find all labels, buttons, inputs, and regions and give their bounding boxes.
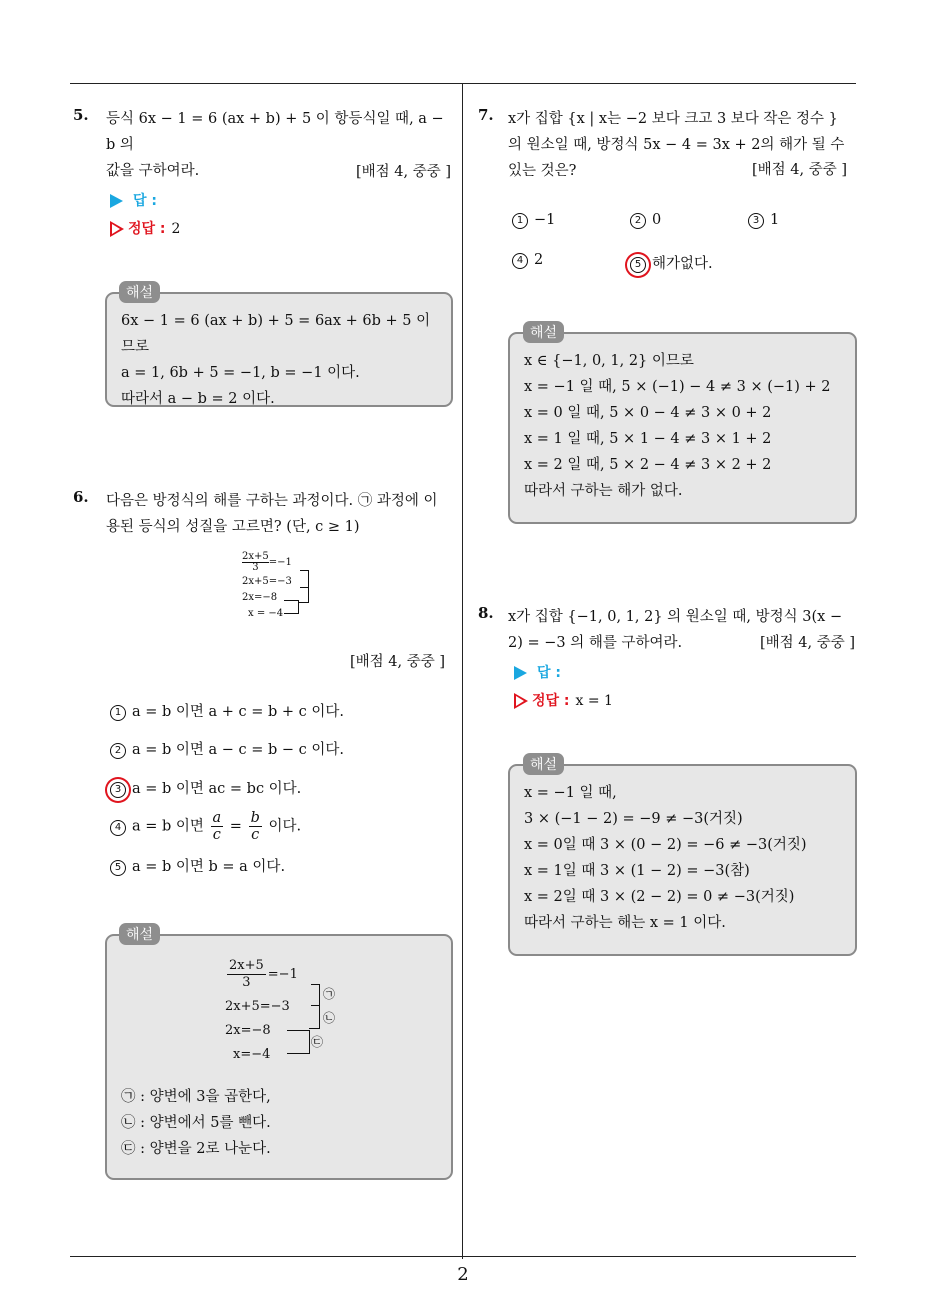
q6-sol-line3: ㉢ : 양변을 2로 나눈다. [121, 1141, 271, 1157]
q5-number: 5. [73, 106, 89, 124]
q6-option-4-text: a = b 이면 [132, 818, 204, 835]
q6-opt4-tail: 이다. [268, 818, 302, 835]
q8-answer-label: 답 : [537, 665, 561, 681]
q5-solution-tag: 해설 [119, 281, 160, 303]
circled-4: 4 [512, 253, 528, 269]
q6-sol-line2: ㉡ : 양변에서 5를 뺀다. [121, 1115, 271, 1131]
q7-option-3-text: 1 [770, 212, 780, 228]
q6-sol-mark1: ㉠ [323, 987, 336, 1001]
q8-sol-line1: x = −1 일 때, [524, 785, 617, 801]
circled-1: 1 [110, 705, 126, 721]
q6-sol-fig-l2: 2x+5=−3 [225, 999, 290, 1014]
q6-option-1[interactable] [110, 700, 344, 721]
q5-correct-label: 정답 : [128, 221, 166, 237]
q6-sol-fig-l1-rhs: =−1 [267, 967, 298, 982]
q7-sol-line1: x ∈ {−1, 0, 1, 2} 이므로 [524, 353, 694, 369]
q6-fig-l3: 2x=−8 [242, 592, 278, 603]
column-divider [462, 83, 463, 1259]
q8-score: [배점 4, 중중 ] [760, 635, 856, 651]
q7-sol-line3: x = 0 일 때, 5 × 0 − 4 ≠ 3 × 0 + 2 [524, 405, 772, 421]
q6-number: 6. [73, 488, 89, 506]
q6-solution-tag: 해설 [119, 923, 160, 945]
circled-1: 1 [512, 213, 528, 229]
q8-correct-row [514, 690, 613, 710]
q7-number: 7. [478, 106, 494, 124]
q5-line2: 값을 구하여라. [106, 163, 200, 179]
q6-option-3[interactable] [110, 777, 301, 798]
q7-option-4-text: 2 [534, 252, 544, 268]
q6-option-2[interactable] [110, 738, 344, 759]
q6-sol-fig-l1-num: 2x+5 [229, 958, 264, 973]
q6-fig-l1-rhs: =−1 [268, 557, 292, 568]
q7-sol-line5: x = 2 일 때, 5 × 2 − 4 ≠ 3 × 2 + 2 [524, 457, 772, 473]
q8-line2: 2) = −3 의 해를 구하여라. [508, 635, 683, 651]
q5-correct-row [110, 218, 180, 238]
q7-option-2-text: 0 [652, 212, 662, 228]
q6-option-1-text: a = b 이면 a + c = b + c 이다. [132, 704, 345, 720]
q6-opt4-frac-a-den: c [212, 827, 221, 843]
q6-option-2-text: a = b 이면 a − c = b − c 이다. [132, 742, 345, 758]
q6-fig-l4: x = −4 [248, 608, 284, 619]
q6-figure [240, 552, 330, 622]
q6-sol-bracket3 [287, 1030, 310, 1054]
q7-score: [배점 4, 중중 ] [752, 162, 848, 178]
q6-fig-bracket3 [284, 600, 299, 614]
q8-answer-row[interactable] [514, 662, 561, 682]
q7-option-1-text: −1 [534, 212, 556, 228]
q8-correct-value: x = 1 [575, 693, 613, 709]
q6-sol-bracket2 [309, 1006, 320, 1029]
q8-correct-label: 정답 : [532, 693, 570, 709]
q7-line1: x가 집합 {x | x는 −2 보다 크고 3 보다 작은 정수 } [508, 111, 838, 127]
q6-option-5[interactable] [110, 855, 285, 876]
q7-option-3[interactable] [748, 212, 779, 229]
q7-option-1[interactable] [512, 212, 555, 229]
q6-sol-figure [225, 958, 365, 1068]
q7-option-2[interactable] [630, 212, 661, 229]
q8-solution-box [508, 764, 857, 956]
q6-option-4[interactable]: 4 a = b 이면 $\frac{a}{c}$ = $\frac{b}{c}$ 이다. [110, 810, 301, 843]
q6-option-3-text: a = b 이면 ac = bc 이다. [132, 781, 302, 797]
q8-sol-line4: x = 1일 때 3 × (1 − 2) = −3(참) [524, 863, 750, 879]
circled-2: 2 [630, 213, 646, 229]
outline-triangle-icon [110, 221, 124, 237]
circled-5-selected: 5 [630, 257, 646, 273]
circled-5: 5 [110, 860, 126, 876]
q7-option-5-text: 해가없다. [652, 256, 713, 272]
play-icon [110, 194, 123, 208]
q7-solution-box [508, 332, 857, 524]
circled-3: 3 [748, 213, 764, 229]
q6-sol-fig-l3: 2x=−8 [225, 1023, 271, 1038]
q6-sol-line1: ㉠ : 양변에 3을 곱한다, [121, 1089, 271, 1105]
q6-sol-mark2: ㉡ [323, 1011, 336, 1025]
bottom-rule [70, 1256, 856, 1257]
q6-opt4-frac-b-num: b [250, 810, 260, 826]
q5-answer-row[interactable] [110, 190, 157, 210]
q6-line1: 다음은 방정식의 해를 구하는 과정이다. ㉠ 과정에 이 [106, 493, 438, 509]
q6-fig-l1-den: 3 [252, 562, 259, 573]
q7-option-4[interactable] [512, 252, 543, 269]
q5-solution-box [105, 292, 453, 407]
top-rule [70, 83, 856, 84]
q5-line1: 등식 6x − 1 = 6 (ax + b) + 5 이 항등식일 때, a − b 의 [106, 111, 444, 153]
q8-line1: x가 집합 {−1, 0, 1, 2} 의 원소일 때, 방정식 3(x − [508, 609, 843, 625]
q8-solution-tag: 해설 [523, 753, 564, 775]
q6-fig-bracket2 [298, 586, 309, 603]
q6-score: [배점 4, 중중 ] [350, 654, 446, 670]
q5-answer-label: 답 : [133, 193, 157, 209]
q7-option-5[interactable] [630, 252, 713, 273]
q8-sol-line6: 따라서 구하는 해는 x = 1 이다. [524, 915, 726, 931]
q6-sol-mark3: ㉢ [311, 1035, 324, 1049]
circled-2: 2 [110, 743, 126, 759]
q7-line3: 있는 것은? [508, 163, 577, 179]
q7-sol-line6: 따라서 구하는 해가 없다. [524, 483, 683, 499]
q7-sol-line4: x = 1 일 때, 5 × 1 − 4 ≠ 3 × 1 + 2 [524, 431, 772, 447]
q5-sol-line1: 6x − 1 = 6 (ax + b) + 5 = 6ax + 6b + 5 이므로 [121, 313, 431, 355]
page-number: 2 [457, 1264, 469, 1285]
q7-solution-tag: 해설 [523, 321, 564, 343]
q6-opt4-frac-a-num: a [212, 810, 222, 826]
q8-number: 8. [478, 604, 494, 622]
q6-sol-bracket1 [311, 984, 320, 1006]
outline-triangle-icon [514, 693, 528, 709]
q5-sol-line2: a = 1, 6b + 5 = −1, b = −1 이다. [121, 365, 360, 381]
q6-sol-fig-l1-den: 3 [242, 975, 251, 990]
q6-question [106, 488, 456, 540]
q6-fig-l1-num: 2x+5 [242, 551, 269, 562]
q6-solution-box [105, 934, 453, 1180]
q5-correct-value: 2 [171, 221, 181, 237]
play-icon [514, 666, 527, 680]
q5-sol-line3: 따라서 a − b = 2 이다. [121, 391, 275, 407]
q6-opt4-frac-b-den: c [251, 827, 260, 843]
q8-sol-line3: x = 0일 때 3 × (0 − 2) = −6 ≠ −3(거짓) [524, 837, 807, 853]
q8-sol-line5: x = 2일 때 3 × (2 − 2) = 0 ≠ −3(거짓) [524, 889, 795, 905]
circled-4: 4 [110, 820, 126, 836]
circled-3-selected: 3 [110, 782, 126, 798]
q6-sol-fig-l4: x=−4 [233, 1047, 271, 1062]
q6-option-5-text: a = b 이면 b = a 이다. [132, 859, 286, 875]
q5-score: [배점 4, 중중 ] [356, 164, 452, 180]
q7-sol-line2: x = −1 일 때, 5 × (−1) − 4 ≠ 3 × (−1) + 2 [524, 379, 831, 395]
q7-line2: 의 원소일 때, 방정식 5x − 4 = 3x + 2의 해가 될 수 [508, 137, 845, 153]
q6-line2: 용된 등식의 성질을 고르면? (단, c ≥ 1) [106, 519, 360, 535]
q8-sol-line2: 3 × (−1 − 2) = −9 ≠ −3(거짓) [524, 811, 743, 827]
q6-fig-l2: 2x+5=−3 [242, 576, 292, 587]
